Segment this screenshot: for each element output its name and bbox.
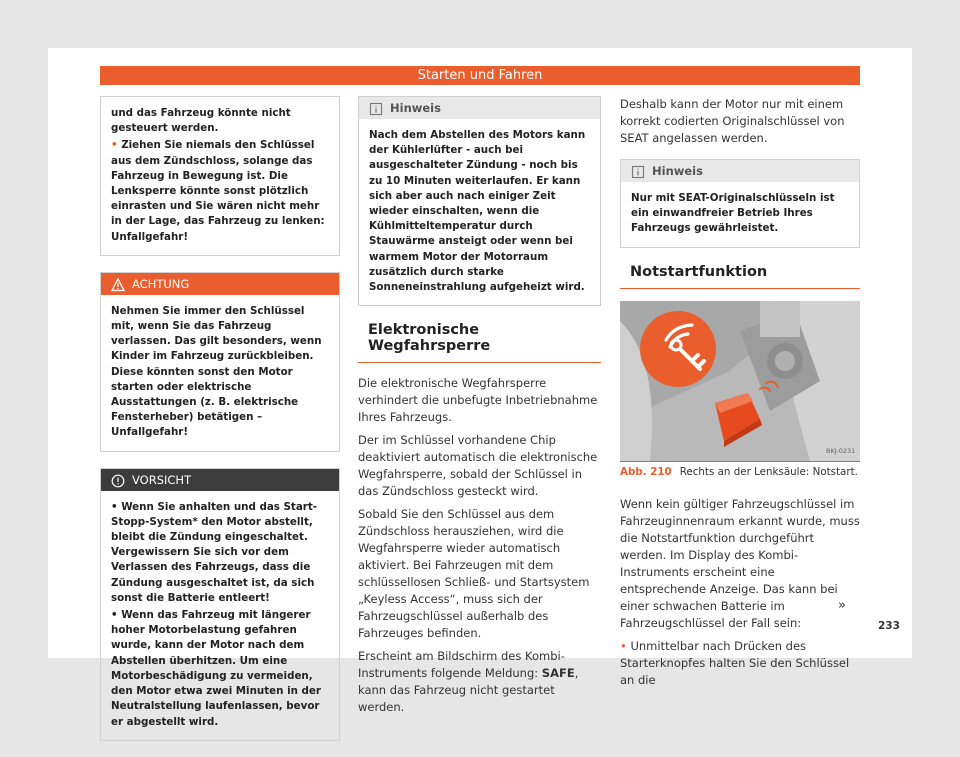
continue-mark: » (838, 598, 846, 613)
paragraph: Sobald Sie den Schlüssel aus dem Zündschloss herausziehen, wird die Wegfahrsperre wieder automatisch aktiviert. Bei Fahrzeugen mit dem schlüssellosen Schließ- und Startsystem „Keyless Access“, muss sich der Fahrzeugschlüssel außerhalb des Fahrzeuges befinden. (358, 507, 590, 641)
vorsicht-box (100, 468, 340, 741)
figure-code: BKJ-0231 (826, 446, 856, 455)
column-middle (358, 96, 601, 722)
hinweis-header (359, 97, 600, 119)
achtung-title: ACHTUNG (132, 276, 190, 291)
figure-caption-text: Rechts an der Lenksäule: Notstart. (679, 465, 858, 478)
paragraph-safe: Erscheint am Bildschirm des Kombi-Instruments folgende Meldung: SAFE, kann das Fahrzeug nicht gestartet werden. (358, 649, 579, 715)
paragraph: Der im Schlüssel vorhandene Chip deaktiviert automatisch die elektronische Wegfahrsperre, sobald der Schlüssel in das Zündschloss gesteckt wird. (358, 433, 598, 499)
section-title-wegfahrsperre: Elektronische Wegfahrsperre (358, 322, 601, 363)
paragraph: Wenn kein gültiger Fahrzeugschlüssel im Fahrzeuginnenraum erkannt wurde, muss die Notstartfunktion durchgeführt werden. Im Display des Kombi-Instruments erscheint eine entsprechende Anzeige. Das kann bei einer schwachen Batterie im Fahrzeugschlüssel der Fall sein: (620, 496, 860, 630)
warning-triangle-icon (111, 277, 125, 291)
page-number: 233 (878, 620, 900, 632)
info-icon (631, 164, 645, 178)
column-right (620, 96, 860, 695)
vorsicht-item-1: • Wenn Sie anhalten und das Start-Stopp-System* den Motor abstellt, bleibt die Zündung eingeschaltet. Vergewissern Sie sich vor dem Verlassen des Fahrzeugs, dass die Zündung ausgeschaltet ist, da sich sonst die Batterie entleert! (111, 500, 318, 604)
warning-text-2: • Ziehen Sie niemals den Schlüssel aus dem Zündschloss, solange das Fahrzeug in Bewegung ist. Die Lenksperre könnte sonst plötzlich einrasten und Sie wären nicht mehr in der Lage, das Fahrzeug zu lenken: Unfallgefahr! (111, 139, 325, 243)
column-left (100, 96, 340, 757)
hinweis-text-2: Nur mit SEAT-Originalschlüsseln ist ein einwandfreier Betrieb Ihres Fahrzeugs gewährleistet. (631, 192, 835, 235)
hinweis-box (358, 96, 601, 306)
warning-text-1: und das Fahrzeug könnte nicht gesteuert werden. (111, 107, 291, 135)
hinweis-text: Nach dem Abstellen des Motors kann der Kühlerlüfter - auch bei ausgeschalteter Zündung - noch bis zu 10 Minuten weiterlaufen. Er kann sich aber auch nach einiger Zeit wieder einschalten, wenn die Kühlmitteltemperatur durch Stauwärme ansteigt oder wenn bei warmem Motor der Motorraum zusätzlich durch starke Sonneneinstrahlung aufgeheizt wird. (369, 129, 586, 294)
exclamation-circle-icon (111, 473, 125, 487)
warning-box-continued (100, 96, 340, 256)
vorsicht-title: VORSICHT (132, 472, 192, 487)
section-title-notstart: Notstartfunktion (620, 264, 860, 289)
figure-notstart (620, 301, 860, 462)
figure-caption (620, 462, 860, 486)
hinweis-title: Hinweis (390, 101, 441, 115)
bullet-item: • Unmittelbar nach Drücken des Starterknopfes halten Sie den Schlüssel an die (620, 638, 850, 687)
info-icon (369, 101, 383, 115)
notstart-text (620, 496, 860, 689)
safe-message: SAFE (541, 666, 575, 681)
achtung-box (100, 272, 340, 452)
achtung-text: Nehmen Sie immer den Schlüssel mit, wenn Sie das Fahrzeug verlassen. Das gilt besonders, wenn Kinder im Fahrzeug zurückbleiben. Diese könnten sonst den Motor starten oder elektrische Ausstattungen (z. B. elektrische Fensterheber) betätigen – Unfallgefahr! (111, 304, 322, 439)
hinweis-header-2 (621, 160, 859, 182)
vorsicht-header (101, 469, 339, 491)
hinweis-box-2 (620, 159, 860, 248)
wegfahrsperre-text (358, 375, 601, 716)
achtung-header (101, 273, 339, 295)
steering-column-illustration (620, 301, 860, 461)
paragraph: Die elektronische Wegfahrsperre verhindert die unbefugte Inbetriebnahme Ihres Fahrzeugs. (358, 376, 598, 425)
hinweis-title-2: Hinweis (652, 164, 703, 178)
chapter-header: Starten und Fahren (100, 66, 860, 85)
figure-label: Abb. 210 (620, 465, 672, 478)
intro-text: Deshalb kann der Motor nur mit einem korrekt codierten Originalschlüssel von SEAT angelassen werden. (620, 97, 845, 145)
vorsicht-item-2: • Wenn das Fahrzeug mit längerer hoher Motorbelastung gefahren wurde, kann der Motor nach dem Abstellen überhitzen. Um eine Motorbeschädigung zu vermeiden, den Motor etwa zwei Minuten in der Neutralstellung laufenlassen, bevor er abgestellt wird. (111, 609, 321, 728)
